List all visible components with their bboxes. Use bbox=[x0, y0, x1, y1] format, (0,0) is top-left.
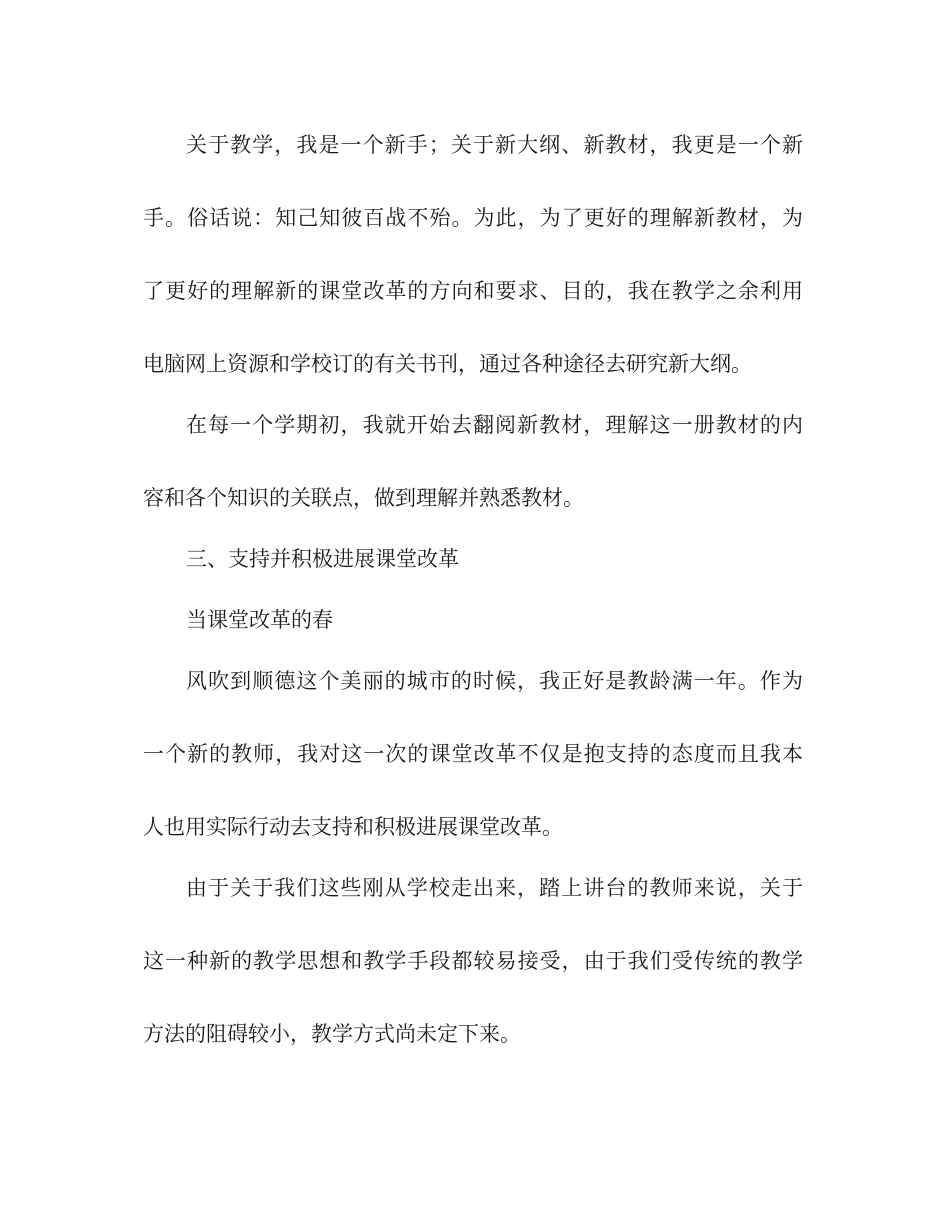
paragraph-4-line-1: 风吹到顺德这个美丽的城市的时候，我正好是教龄满一年。作为 bbox=[186, 669, 803, 693]
paragraph-2-line-2: 容和各个知识的关联点，做到理解并熟悉教材。 bbox=[143, 486, 584, 510]
section-heading: 三、支持并积极进展课堂改革 bbox=[186, 547, 459, 571]
paragraph-4-line-3: 人也用实际行动去支持和积极进展课堂改革。 bbox=[143, 815, 563, 839]
paragraph-1-line-4: 电脑网上资源和学校订的有关书刊，通过各种途径去研究新大纲。 bbox=[143, 352, 752, 376]
paragraph-2-line-1: 在每一个学期初，我就开始去翻阅新教材，理解这一册教材的内 bbox=[186, 413, 803, 437]
paragraph-1-line-3: 了更好的理解新的课堂改革的方向和要求、目的，我在教学之余利用 bbox=[143, 279, 803, 303]
paragraph-1-line-2: 手。俗话说：知己知彼百战不殆。为此，为了更好的理解新教材，为 bbox=[143, 206, 803, 230]
paragraph-3-line-1: 当课堂改革的春 bbox=[186, 608, 333, 632]
paragraph-5-line-2: 这一种新的教学思想和教学手段都较易接受，由于我们受传统的教学 bbox=[143, 949, 803, 973]
paragraph-5-line-3: 方法的阻碍较小，教学方式尚未定下来。 bbox=[143, 1022, 521, 1046]
paragraph-4-line-2: 一个新的教师，我对这一次的课堂改革不仅是抱支持的态度而且我本 bbox=[143, 742, 803, 766]
paragraph-5-line-1: 由于关于我们这些刚从学校走出来，踏上讲台的教师来说，关于 bbox=[186, 876, 803, 900]
paragraph-1-line-1: 关于教学，我是一个新手；关于新大纲、新教材，我更是一个新 bbox=[186, 133, 803, 157]
